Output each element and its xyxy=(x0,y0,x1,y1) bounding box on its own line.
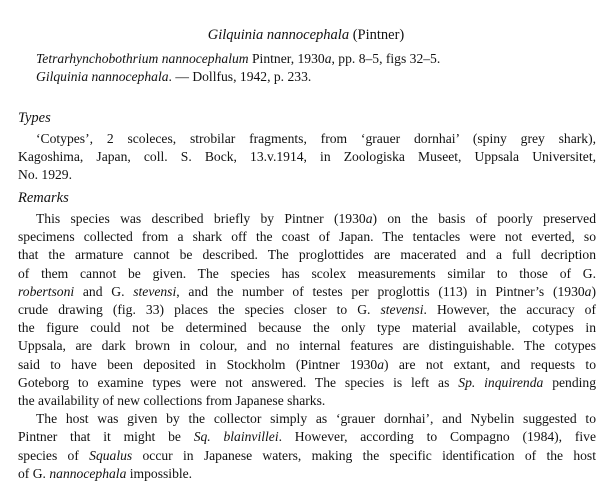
text-segment: the availability of new collections from Japanese sharks. xyxy=(18,393,326,408)
text-line xyxy=(18,357,596,373)
text-segment: The host was given by the collector simply as ‘grauer dornhai’, and Nybelin suggested to xyxy=(36,411,596,427)
text-segment: (Pintner) xyxy=(349,27,405,43)
text-segment: impossible. xyxy=(126,465,193,481)
italic-text: a xyxy=(377,356,385,372)
text-line xyxy=(18,466,596,482)
text-segment: and G. xyxy=(74,283,134,299)
italic-text: stevensi xyxy=(133,283,177,299)
text-line xyxy=(18,229,596,245)
text-segment: that the armature cannot be described. The proglottides are macerated and a full decription xyxy=(18,247,596,263)
text-line xyxy=(18,266,596,282)
text-line xyxy=(18,320,596,336)
text-line xyxy=(18,375,596,391)
text-segment: of G. xyxy=(18,465,50,481)
text-segment: ) on the basis of poorly preserved xyxy=(372,211,596,226)
text-line xyxy=(18,247,596,263)
text-line xyxy=(18,302,596,318)
text-segment: the figure could not be determined because the only type material available, cotypes in xyxy=(18,320,596,336)
text-line xyxy=(18,429,596,445)
italic-text: Gilquinia nannocephala xyxy=(207,27,350,43)
synonym-line xyxy=(36,69,596,85)
italic-text: Squalus xyxy=(89,447,133,463)
text-segment: pending xyxy=(543,374,596,390)
text-segment: Uppsala, are dark brown in colour, and no internal features are distinguishable. The cotypes xyxy=(18,338,596,354)
italic-text: a xyxy=(365,211,373,226)
italic-text: nannocephala xyxy=(49,465,127,481)
italic-text: Tetrarhynchobothrium nannocephalum xyxy=(36,51,249,66)
text-segment: Kagoshima, Japan, coll. S. Bock, 13.v.1914, in Zoologiska Museet, Uppsala Universitet, xyxy=(18,149,596,165)
text-line xyxy=(36,411,596,427)
text-segment: ‘Cotypes’, 2 scoleces, strobilar fragments, from ‘grauer dornhai’ (spiny grey shark), xyxy=(36,131,596,146)
text-line xyxy=(18,167,596,183)
italic-text: Gilquinia nannocephala xyxy=(36,69,169,84)
text-segment: crude drawing (fig. 33) places the species closer to G. xyxy=(18,302,381,317)
types-heading: Types xyxy=(18,110,51,126)
text-line xyxy=(18,393,596,409)
text-segment: , and the number of testes per proglottis (113) in Pintner’s (1930 xyxy=(176,283,585,299)
text-segment: specimens collected from a shark off the coast of Japan. The tentacles were not everted, so xyxy=(18,229,596,245)
text-segment: This species was described briefly by Pintner (1930 xyxy=(36,211,366,226)
species-title xyxy=(0,27,612,43)
text-segment: . However, according to Compagno (1984), five xyxy=(278,429,597,445)
text-segment: Pintner that it might be xyxy=(18,429,194,445)
text-segment: of them cannot be given. The species has scolex measurements similar to those of G. xyxy=(18,265,596,281)
text-line xyxy=(18,338,596,354)
text-line xyxy=(18,149,596,165)
text-segment: Goteborg to examine types were not answered. The species is left as xyxy=(18,374,459,390)
text-segment: No. 1929. xyxy=(18,167,72,183)
text-line xyxy=(18,284,596,300)
italic-text: Sp. inquirenda xyxy=(458,374,544,390)
text-segment: Pintner, 1930 xyxy=(248,51,325,66)
italic-text: a xyxy=(324,51,332,66)
text-segment: . — Dollfus, 1942, p. 233. xyxy=(168,69,312,84)
text-line xyxy=(36,131,596,147)
italic-text: Sq. blainvillei xyxy=(193,429,279,445)
text-segment: species of xyxy=(18,447,90,463)
text-segment: occur in Japanese waters, making the specific identification of the host xyxy=(132,447,596,463)
text-segment: . However, the accuracy of xyxy=(423,302,597,317)
text-segment: ) xyxy=(591,283,596,299)
text-segment: , pp. 8–5, figs 32–5. xyxy=(331,51,441,66)
italic-text: a xyxy=(584,283,592,299)
text-line xyxy=(18,448,596,464)
text-segment: said to have been deposited in Stockholm (Pintner 1930 xyxy=(18,356,378,372)
synonym-line xyxy=(36,51,596,67)
text-line xyxy=(36,211,596,227)
italic-text: robertsoni xyxy=(18,283,75,299)
text-segment: ) are not extant, and requests to xyxy=(384,356,597,372)
italic-text: stevensi xyxy=(380,302,424,317)
remarks-heading: Remarks xyxy=(18,190,69,206)
